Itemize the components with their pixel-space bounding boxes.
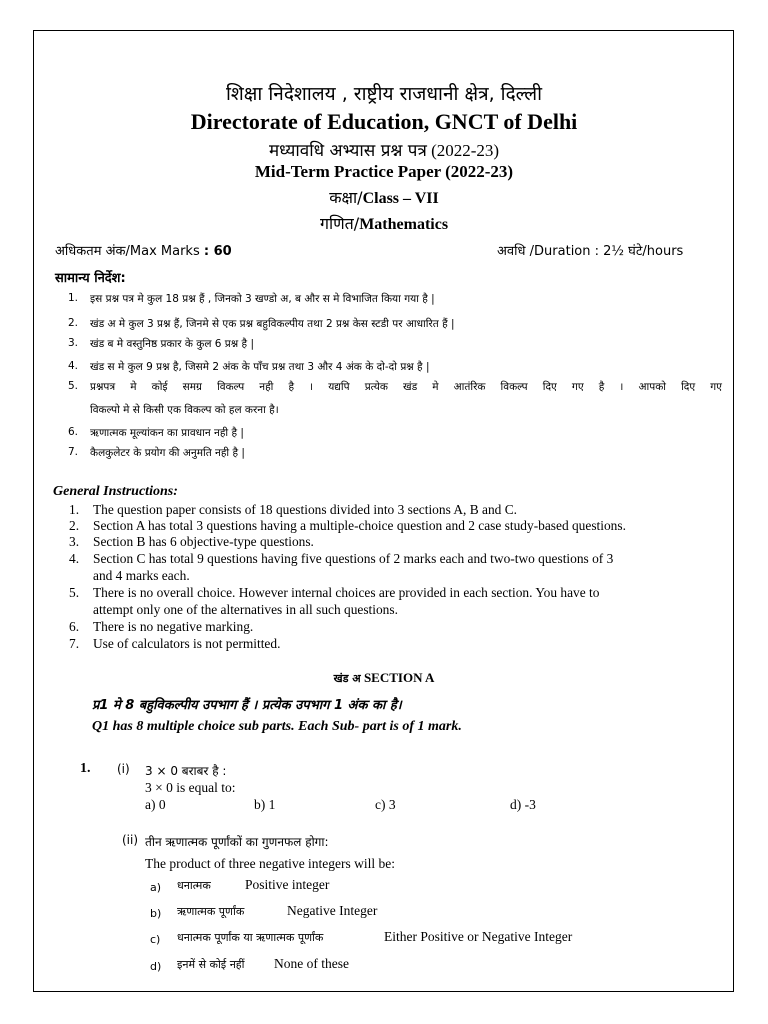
general-instruction-item <box>69 534 314 550</box>
item-text: Use of calculators is not permitted. <box>93 636 281 651</box>
question-text-hindi: तीन ऋणात्मक पूर्णांकों का गुणनफल होगा: <box>145 835 329 849</box>
item-number: 3. <box>69 534 80 549</box>
item-text: Section B has 6 objective-type questions. <box>93 534 314 549</box>
item-text: इस प्रश्न पत्र मे कुल 18 प्रश्न हैं , जिनको 3 खण्डो अ, ब और स मे विभाजित किया गया है | <box>90 293 435 305</box>
item-number: 1. <box>69 502 80 517</box>
option-text-english: None of these <box>274 956 349 971</box>
max-marks <box>55 241 232 259</box>
item-number: 2. <box>69 518 80 533</box>
item-number: 7. <box>68 446 79 458</box>
class-hindi: कक्षा/ <box>329 188 363 207</box>
option-text-english: Either Positive or Negative Integer <box>384 929 573 944</box>
duration: अवधि /Duration : 2½ घंटे/hours <box>497 244 684 259</box>
subject-english: Mathematics <box>359 216 449 233</box>
item-number: 2. <box>68 317 79 329</box>
hindi-instruction-item <box>68 426 244 439</box>
item-text: कैलकुलेटर के प्रयोग की अनुमति नही है | <box>90 447 245 459</box>
item-number: 6. <box>68 426 79 438</box>
hindi-org-heading: शिक्षा निदेशालय , राष्ट्रीय राजधानी क्षेत्र, दिल्ली <box>225 83 543 105</box>
item-number: 1. <box>68 292 79 304</box>
hindi-instruction-item-continued: विकल्पो मे से किसी एक विकल्प को हल करना है। <box>90 404 279 416</box>
item-text: There is no overall choice. However internal choices are provided in each section. You have to <box>93 585 600 600</box>
general-instruction-item <box>69 636 281 652</box>
max-marks-value: : 60 <box>203 244 232 259</box>
option-letter: d) <box>150 960 162 973</box>
org-heading: Directorate of Education, GNCT of Delhi <box>190 109 578 134</box>
item-number: 3. <box>68 337 79 349</box>
part-label: (ii) <box>122 833 139 847</box>
option-a <box>150 877 330 896</box>
item-number: 5. <box>69 585 80 600</box>
class-heading <box>0 186 768 208</box>
section-title-hindi: खंड अ <box>333 672 361 685</box>
option-text-hindi: इनमें से कोई नहीं <box>177 958 245 971</box>
hindi-instruction-item <box>68 337 254 350</box>
general-instruction-item <box>69 619 254 635</box>
section-heading <box>0 670 768 686</box>
option-text-english: Negative Integer <box>287 903 378 918</box>
section-note-english: Q1 has 8 multiple choice sub parts. Each Sub- part is of 1 mark. <box>92 719 462 734</box>
hindi-instruction-item <box>68 380 723 392</box>
question-text-english: 3 × 0 is equal to: <box>145 780 236 795</box>
section-title-english: SECTION A <box>363 670 435 685</box>
general-instructions-title: General Instructions: <box>53 484 178 499</box>
item-number: 4. <box>69 551 80 566</box>
item-number: 6. <box>69 619 80 634</box>
class-english: Class – VII <box>362 190 439 207</box>
hindi-instruction-item <box>68 317 455 330</box>
item-text: खंड अ मे कुल 3 प्रश्न हैं, जिनमे से एक प्रश्न बहुविकल्पीय तथा 2 प्रश्न केस स्टडी पर आधारित हैं | <box>90 318 455 330</box>
option-a: a) 0 <box>145 797 166 812</box>
option-b: b) 1 <box>254 797 276 812</box>
option-c <box>150 929 573 948</box>
item-text: ऋणात्मक मूल्यांकन का प्रावधान नही है | <box>90 427 244 439</box>
option-text-english: Positive integer <box>245 877 330 892</box>
general-instruction-item <box>69 551 614 567</box>
general-instruction-item-continued: attempt only one of the alternatives in all such questions. <box>93 602 398 617</box>
paper-heading: Mid-Term Practice Paper (2022-23) <box>254 162 514 181</box>
option-b <box>150 903 378 922</box>
question-number: 1. <box>80 761 91 776</box>
option-text-hindi: धनात्मक <box>177 879 211 892</box>
option-letter: a) <box>150 881 162 894</box>
item-number: 5. <box>68 380 79 392</box>
item-text: Section C has total 9 questions having five questions of 2 marks each and two-two questions of 3 <box>93 551 614 566</box>
item-text: प्रश्नपत्र मे कोई समग्र विकल्प नही है । यद्यपि प्रत्येक खंड मे आतंरिक विकल्प दिए गए है । आपको दिए गए <box>90 381 722 393</box>
part-label: (i) <box>117 762 130 776</box>
section-note-hindi: प्र1 मे 8 बहुविकल्पीय उपभाग हैं । प्रत्येक उपभाग 1 अंक का है। <box>92 698 402 713</box>
general-instruction-item <box>69 502 517 518</box>
max-marks-label: अधिकतम अंक/Max Marks <box>55 244 200 259</box>
general-instruction-item-continued: and 4 marks each. <box>93 568 190 583</box>
hindi-instruction-item <box>68 360 430 373</box>
item-number: 4. <box>68 360 79 372</box>
item-text: There is no negative marking. <box>93 619 254 634</box>
item-text: खंड ब मे वस्तुनिष्ठ प्रकार के कुल 6 प्रश्न है | <box>90 338 254 350</box>
option-letter: c) <box>150 933 161 946</box>
hindi-instruction-item <box>68 292 435 305</box>
hindi-instruction-item <box>68 446 245 459</box>
option-letter: b) <box>150 907 162 920</box>
option-text-hindi: धनात्मक पूर्णांक या ऋणात्मक पूर्णांक <box>177 931 324 944</box>
option-d: d) -3 <box>510 797 536 812</box>
item-text: Section A has total 3 questions having a multiple-choice question and 2 case study-based questions. <box>93 518 626 533</box>
hindi-paper-year: (2022-23) <box>431 141 500 160</box>
subject-hindi: गणित/ <box>319 214 360 233</box>
question-text-english: The product of three negative integers will be: <box>145 856 396 871</box>
hindi-instructions-title: सामान्य निर्देश: <box>55 271 126 286</box>
item-text: खंड स मे कुल 9 प्रश्न है, जिसमे 2 अंक के पाँच प्रश्न तथा 3 और 4 अंक के दो-दो प्रश्न है | <box>90 361 430 373</box>
item-text: The question paper consists of 18 questions divided into 3 sections A, B and C. <box>93 502 517 517</box>
item-number: 7. <box>69 636 80 651</box>
option-c: c) 3 <box>375 797 396 812</box>
option-d <box>150 956 349 975</box>
subject-heading <box>0 212 768 234</box>
question-text-hindi: 3 × 0 बराबर है : <box>145 764 227 778</box>
general-instruction-item <box>69 585 600 601</box>
option-text-hindi: ऋणात्मक पूर्णांक <box>177 905 245 918</box>
hindi-paper-heading <box>0 138 768 161</box>
general-instruction-item <box>69 518 626 534</box>
hindi-paper-title: मध्यावधि अभ्यास प्रश्न पत्र <box>268 141 427 161</box>
